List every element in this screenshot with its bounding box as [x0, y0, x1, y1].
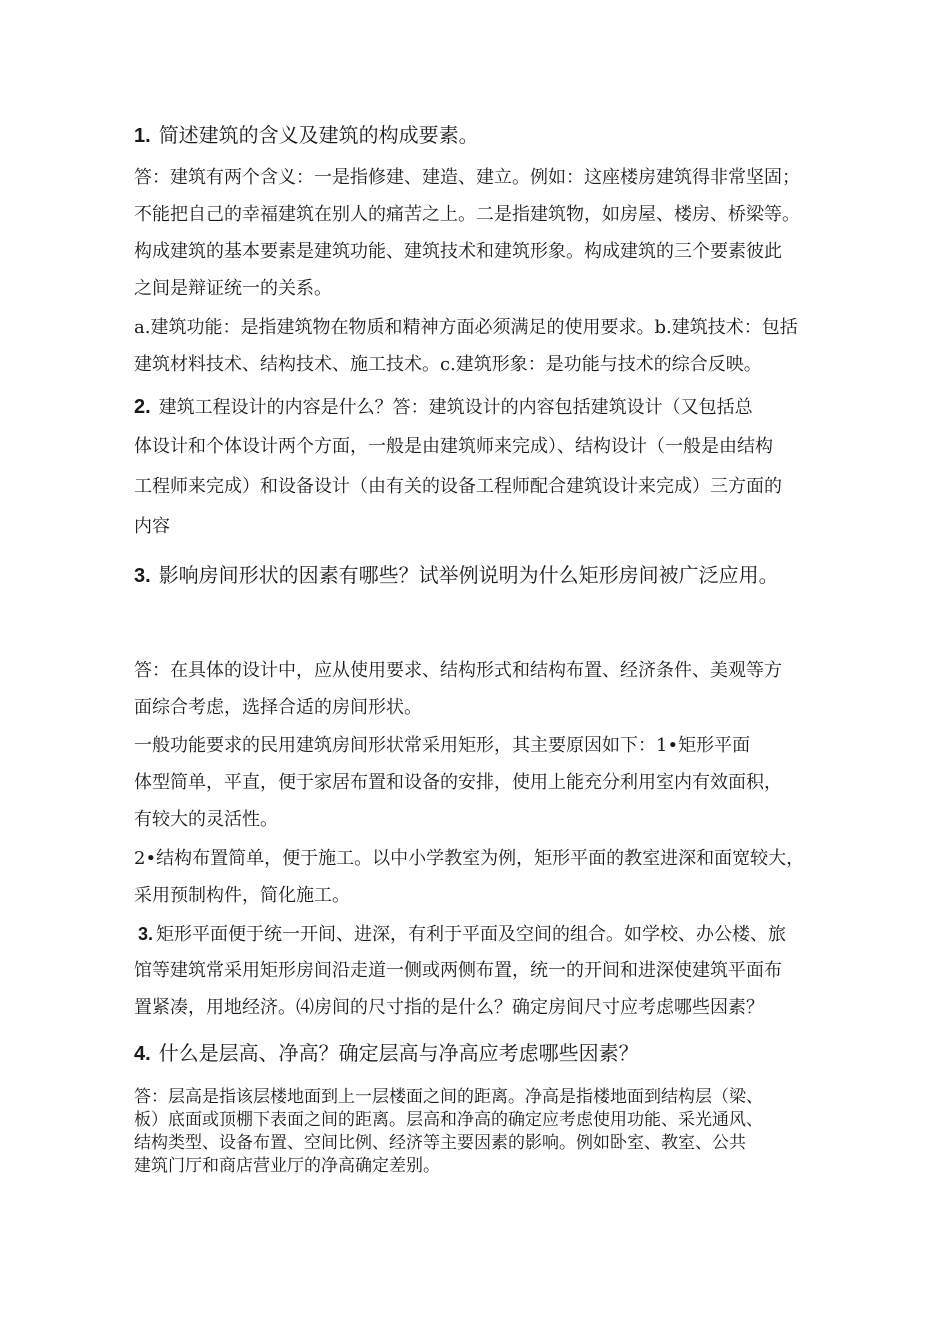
q4-answer-line: 答：层高是指该层楼地面到上一层楼面之间的距离。净高是指楼地面到结构层（梁、 — [134, 1087, 763, 1107]
q1-answer-line: 不能把自己的幸福建筑在别人的痛苦之上。二是指建筑物，如房屋、楼房、桥梁等。 — [134, 204, 800, 225]
q1-title: 简述建筑的含义及建筑的构成要素。 — [158, 123, 479, 147]
q1-answer-line: 答：建筑有两个含义：一是指修建、建造、建立。例如：这座楼房建筑得非常坚固； — [134, 167, 800, 188]
q3-point3-line — [134, 923, 786, 946]
q1-answer-line: 构成建筑的基本要素是建筑功能、建筑技术和建筑形象。构成建筑的三个要素彼此 — [134, 241, 782, 262]
q3-answer-line: 答：在具体的设计中，应从使用要求、结构形式和结构布置、经济条件、美观等方 — [134, 660, 782, 681]
q1-answer-line: 之间是辩证统一的关系。 — [134, 278, 332, 299]
q3-answer-line: 体型简单，平直，便于家居布置和设备的安排，使用上能充分利用室内有效面积， — [134, 772, 782, 793]
q4-answer-line: 结构类型、设备布置、空间比例、经济等主要因素的影响。例如卧室、教室、公共 — [134, 1133, 746, 1153]
q4-number: 4. — [134, 1043, 151, 1065]
q1-number: 1. — [134, 125, 151, 147]
q3-answer-line: 一般功能要求的民用建筑房间形状常采用矩形，其主要原因如下：1•矩形平面 — [134, 735, 751, 756]
q4-heading — [134, 1041, 639, 1066]
q3-answer-line: 采用预制构件，简化施工。 — [134, 885, 350, 906]
q3-heading — [134, 563, 779, 588]
q2-line: 工程师来完成）和设备设计（由有关的设备工程师配合建筑设计来完成）三方面的 — [134, 476, 782, 497]
q3-point3-line: 馆等建筑常采用矩形房间沿走道一侧或两侧布置，统一的开间和进深使建筑平面布 — [134, 960, 782, 981]
q2-line: 体设计和个体设计两个方面，一般是由建筑师来完成）、结构设计（一般是由结构 — [134, 436, 773, 457]
q3-point3-text: 矩形平面便于统一开间、进深，有利于平面及空间的组合。如学校、办公楼、旅 — [156, 924, 787, 945]
q2-number: 2. — [134, 396, 151, 418]
q2-first-line: 建筑工程设计的内容是什么？答：建筑设计的内容包括建筑设计（又包括总 — [158, 397, 753, 418]
q4-title: 什么是层高、净高？确定层高与净高应考虑哪些因素？ — [158, 1041, 639, 1065]
q3-point3-number: 3. — [138, 924, 154, 944]
q3-answer-line: 有较大的灵活性。 — [134, 809, 278, 830]
q3-number: 3. — [134, 565, 151, 587]
q4-answer-line: 建筑门厅和商店营业厅的净高确定差别。 — [134, 1156, 440, 1176]
q2-line: 内容 — [134, 516, 170, 537]
q2-heading — [134, 395, 753, 419]
q3-answer-line: 2•结构布置简单，便于施工。以中小学教室为例，矩形平面的教室进深和面宽较大， — [134, 848, 805, 869]
q1-answer-line: 建筑材料技术、结构技术、施工技术。c.建筑形象：是功能与技术的综合反映。 — [134, 354, 762, 375]
q4-answer-line: 板）底面或顶棚下表面之间的距离。层高和净高的确定应考虑使用功能、采光通风、 — [134, 1110, 763, 1130]
q1-answer-line: a.建筑功能：是指建筑物在物质和精神方面必须满足的使用要求。b.建筑技术：包括 — [134, 317, 798, 338]
q3-answer-line: 面综合考虑，选择合适的房间形状。 — [134, 697, 422, 718]
q3-point3-line: 置紧凑，用地经济。⑷房间的尺寸指的是什么？确定房间尺寸应考虑哪些因素？ — [134, 997, 764, 1018]
q3-title: 影响房间形状的因素有哪些？试举例说明为什么矩形房间被广泛应用。 — [158, 563, 779, 587]
q1-heading — [134, 123, 479, 148]
